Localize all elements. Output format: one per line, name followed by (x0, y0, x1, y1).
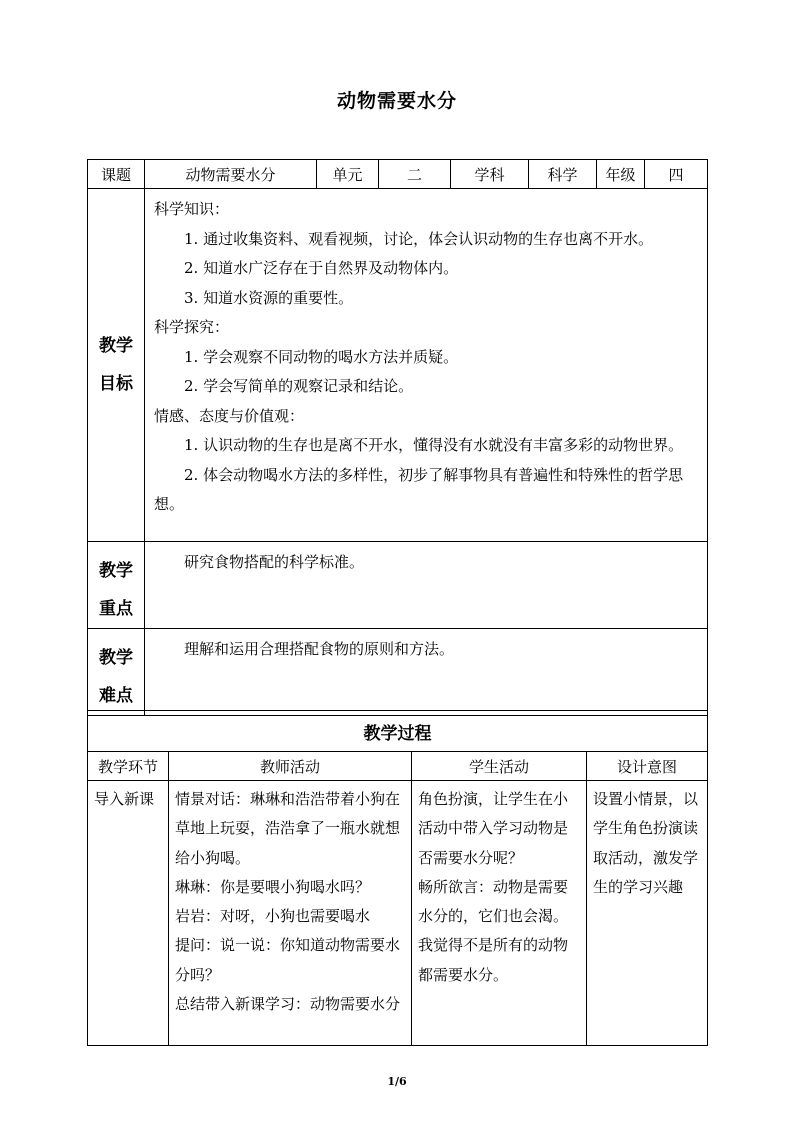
page-title: 动物需要水分 (336, 90, 457, 112)
column-header-student: 学生活动 (412, 752, 587, 781)
process-header-row (88, 752, 708, 781)
teacher-activity-cell (169, 781, 412, 1046)
teacher-line: 琳琳：你是要喂小狗喝水吗？ (175, 877, 371, 896)
key-points-row (88, 542, 708, 629)
difficulties-label: 教学 难点 (88, 629, 145, 716)
objectives-content (145, 189, 708, 542)
key-points-label: 教学 重点 (88, 542, 145, 629)
lesson-label: 课题 (88, 160, 145, 189)
key-points-content (145, 542, 708, 629)
design-intent-cell: 设置小情景，以学生角色扮演读取活动，激发学生的学习兴趣 (587, 781, 708, 1046)
student-line: 我觉得不是所有的动物都需要水分。 (418, 936, 569, 984)
teacher-line: 岩岩：对呀，小狗也需要喝水 (175, 907, 371, 926)
difficulties-row (88, 629, 708, 716)
lesson-value: 动物需要水分 (145, 160, 317, 189)
process-title-row (88, 711, 708, 752)
unit-value: 二 (379, 160, 451, 189)
process-table (87, 710, 708, 1046)
objective-item: 2. 体会动物喝水方法的多样性，初步了解事物具有普遍性和特殊性的哲学思想。 (154, 465, 684, 513)
objective-item: 1. 通过收集资料、观看视频，讨论，体会认识动物的生存也离不开水。 (184, 229, 654, 248)
teacher-line: 总结带入新课学习：动物需要水分 (175, 995, 401, 1014)
objective-heading: 情感、态度与价值观： (154, 406, 305, 425)
page-number: 1/6 (387, 1075, 407, 1088)
objective-item: 1. 认识动物的生存也是离不开水，懂得没有水就没有丰富多彩的动物世界。 (184, 436, 684, 454)
difficulties-text: 理解和运用合理搭配食物的原则和方法。 (184, 640, 455, 658)
process-title: 教学过程 (88, 711, 708, 752)
subject-label: 学科 (451, 160, 529, 189)
objective-heading: 科学探究： (154, 318, 230, 336)
objective-item: 3. 知道水资源的重要性。 (184, 288, 354, 307)
column-header-intent: 设计意图 (587, 752, 708, 781)
objective-heading: 科学知识： (154, 200, 230, 218)
objectives-label: 教学 目标 (88, 189, 145, 542)
lesson-info-table (87, 159, 708, 716)
column-header-teacher: 教师活动 (169, 752, 412, 781)
student-line: 角色扮演，让学生在小活动中带入学习动物是否需要水分呢？ (418, 790, 569, 867)
grade-value: 四 (645, 160, 708, 189)
student-line: 畅所欲言：动物是需要水分的，它们也会渴。 (418, 877, 569, 926)
teacher-line: 提问：说一说：你知道动物需要水分吗？ (175, 936, 401, 984)
unit-label: 单元 (317, 160, 379, 189)
stage-cell: 导入新课 (88, 781, 169, 1046)
key-points-text: 研究食物搭配的科学标准。 (184, 553, 365, 571)
teacher-line: 情景对话：琳琳和浩浩带着小狗在草地上玩耍，浩浩拿了一瓶水就想给小狗喝。 (175, 790, 401, 867)
objective-item: 1. 学会观察不同动物的喝水方法并质疑。 (184, 347, 459, 366)
objective-item: 2. 知道水广泛存在于自然界及动物体内。 (184, 259, 459, 277)
column-header-stage: 教学环节 (88, 752, 169, 781)
difficulties-content (145, 629, 708, 716)
objectives-row (88, 189, 708, 542)
table-row (88, 781, 708, 1046)
grade-label: 年级 (597, 160, 645, 189)
objective-item: 2. 学会写简单的观察记录和结论。 (184, 377, 414, 395)
subject-value: 科学 (529, 160, 597, 189)
header-row (88, 160, 708, 189)
student-activity-cell (412, 781, 587, 1046)
